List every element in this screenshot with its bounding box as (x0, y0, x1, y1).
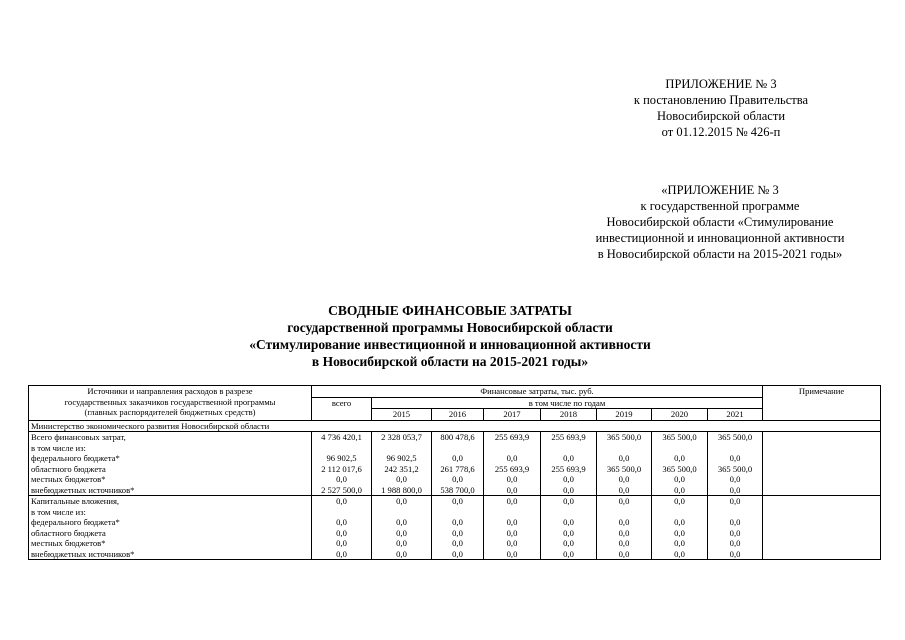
header-sources (29, 386, 312, 421)
cell-value: 0,0 (506, 527, 518, 538)
annex-line: Новосибирской области (656, 109, 786, 123)
row-label: федерального бюджета* (31, 517, 120, 527)
cell-value: 0,0 (506, 474, 518, 484)
cell-value: 4 736 420,1 (321, 432, 362, 442)
cell-value-empty (599, 507, 649, 518)
row-label: Капитальные вложения, (31, 496, 120, 506)
cell-value: 0,0 (506, 453, 518, 463)
cell-value: 0,0 (729, 517, 741, 527)
cell-value: 0,0 (674, 517, 685, 527)
cell-value: 0,0 (452, 496, 463, 506)
header-year: 2016 (432, 409, 484, 421)
cell-value: 0,0 (336, 474, 347, 484)
cell-value: 538 700,0 (440, 484, 475, 495)
cell-value: 0,0 (452, 517, 463, 527)
cell-value: 0,0 (563, 517, 574, 527)
cell-value: 0,0 (729, 484, 741, 495)
value-cell-2018 (541, 496, 597, 560)
cell-value-empty (710, 507, 760, 518)
cell-value: 255 693,9 (551, 463, 586, 474)
value-cell-2019 (597, 496, 652, 560)
cell-value-empty (654, 443, 705, 454)
cell-value: 0,0 (563, 548, 574, 559)
cell-value: 0,0 (674, 474, 685, 484)
cell-value: 0,0 (396, 548, 407, 559)
document-title (150, 302, 750, 370)
cell-value: 261 778,6 (440, 463, 475, 474)
cell-value: 0,0 (674, 453, 685, 463)
cell-value: 242 351,2 (384, 463, 419, 474)
cell-value: 365 500,0 (662, 432, 697, 442)
cell-value: 0,0 (396, 474, 407, 484)
cell-value-empty (599, 443, 649, 454)
cell-value: 96 902,5 (326, 453, 357, 463)
header-sources-line: государственных заказчиков государственной программы (64, 396, 276, 407)
cell-value: 96 902,5 (386, 453, 417, 463)
cell-value: 255 693,9 (494, 432, 530, 442)
row-label: федерального бюджета* (31, 453, 120, 463)
header-year: 2020 (652, 409, 708, 421)
cell-value-empty (543, 507, 594, 518)
row-label: внебюджетных источников* (31, 484, 135, 495)
header-total: всего (312, 397, 372, 420)
cell-value: 365 500,0 (717, 432, 753, 442)
cell-value: 0,0 (336, 517, 347, 527)
cell-value: 0,0 (618, 517, 630, 527)
cell-value: 365 500,0 (606, 432, 642, 442)
cell-value: 0,0 (618, 484, 630, 495)
cell-value: 0,0 (618, 496, 630, 506)
value-cell-total (312, 432, 372, 496)
cell-value: 0,0 (452, 453, 463, 463)
cell-value-empty (374, 443, 429, 454)
program-annex-line: Новосибирской области «Стимулирование (606, 215, 834, 229)
header-year: 2021 (708, 409, 763, 421)
cell-value-empty (434, 443, 481, 454)
cell-value: 0,0 (452, 538, 463, 548)
table-row-capital-investments (29, 496, 881, 560)
section-title: Министерство экономического развития Новосибирской области (29, 420, 881, 432)
value-cell-2021 (708, 432, 763, 496)
cell-value: 365 500,0 (717, 463, 753, 474)
annex-line: к постановлению Правительства (633, 93, 809, 107)
value-cell-2020 (652, 432, 708, 496)
cell-value: 0,0 (336, 496, 347, 506)
cell-value: 0,0 (336, 538, 347, 548)
cell-value: 0,0 (396, 496, 407, 506)
cell-value: 0,0 (452, 527, 463, 538)
cell-value: 0,0 (674, 548, 685, 559)
financial-costs-table (28, 385, 881, 560)
cell-value: 0,0 (618, 527, 630, 538)
cell-value: 0,0 (336, 548, 347, 559)
value-cell-2020 (652, 496, 708, 560)
cell-value: 0,0 (729, 496, 741, 506)
header-year: 2018 (541, 409, 597, 421)
row-label: местных бюджетов* (31, 538, 106, 548)
cell-value: 2 112 017,6 (321, 463, 362, 474)
header-sources-line: Источники и направления расходов в разрезе (87, 386, 253, 396)
cell-value-empty (486, 443, 538, 454)
value-cell-2016 (432, 496, 484, 560)
cell-value-empty (374, 507, 429, 518)
cell-value: 0,0 (618, 474, 630, 484)
cell-value: 0,0 (563, 527, 574, 538)
cell-value: 0,0 (674, 496, 685, 506)
title-line: СВОДНЫЕ ФИНАНСОВЫЕ ЗАТРАТЫ (328, 303, 572, 318)
cell-value: 0,0 (506, 548, 518, 559)
cell-value: 0,0 (674, 484, 685, 495)
value-cell-2016 (432, 432, 484, 496)
section-row (29, 420, 881, 432)
program-annex-line: «ПРИЛОЖЕНИЕ № 3 (661, 183, 779, 197)
annex-line: от 01.12.2015 № 426-п (661, 125, 781, 139)
header-note: Примечание (763, 386, 881, 421)
cell-value: 0,0 (336, 527, 347, 538)
row-label: областного бюджета (31, 527, 106, 538)
cell-value: 0,0 (618, 548, 630, 559)
cell-value: 0,0 (729, 548, 741, 559)
title-line: в Новосибирской области на 2015-2021 годы» (311, 354, 589, 369)
annex-header (596, 76, 846, 140)
program-annex-line: инвестиционной и инновационной активности (595, 231, 845, 245)
program-annex-header (560, 182, 880, 262)
cell-value: 0,0 (563, 484, 574, 495)
cell-value: 0,0 (729, 474, 741, 484)
header-sources-line: (главных распорядителей бюджетных средств) (84, 407, 256, 417)
note-cell (763, 432, 881, 496)
program-annex-line: к государственной программе (640, 199, 800, 213)
value-cell-total (312, 496, 372, 560)
row-label: в том числе из: (31, 506, 86, 517)
cell-value-empty (434, 507, 481, 518)
cell-value: 0,0 (452, 474, 463, 484)
header-year: 2019 (597, 409, 652, 421)
row-labels (29, 496, 312, 560)
note-cell (763, 496, 881, 560)
row-label: областного бюджета (31, 463, 106, 474)
cell-value-empty (654, 507, 705, 518)
cell-value: 0,0 (563, 538, 574, 548)
cell-value-empty (314, 443, 369, 454)
cell-value-empty (314, 507, 369, 518)
cell-value: 0,0 (729, 527, 741, 538)
header-costs: Финансовые затраты, тыс. руб. (312, 386, 763, 398)
cell-value: 0,0 (396, 527, 407, 538)
cell-value: 0,0 (563, 474, 574, 484)
cell-value: 2 328 053,7 (381, 432, 422, 442)
value-cell-2019 (597, 432, 652, 496)
cell-value: 255 693,9 (551, 432, 586, 442)
title-line: «Стимулирование инвестиционной и инновационной активности (249, 337, 651, 352)
cell-value-empty (543, 443, 594, 454)
title-line: государственной программы Новосибирской области (287, 320, 613, 335)
value-cell-2015 (372, 432, 432, 496)
cell-value: 800 478,6 (440, 432, 475, 442)
value-cell-2017 (484, 496, 541, 560)
cell-value: 255 693,9 (494, 463, 530, 474)
cell-value: 1 988 800,0 (381, 484, 422, 495)
cell-value: 0,0 (506, 484, 518, 495)
row-labels (29, 432, 312, 496)
table-row-total-costs (29, 432, 881, 496)
cell-value: 0,0 (506, 538, 518, 548)
cell-value: 0,0 (729, 538, 741, 548)
header-year: 2017 (484, 409, 541, 421)
cell-value: 0,0 (674, 538, 685, 548)
row-label: Всего финансовых затрат, (31, 432, 126, 442)
annex-line: ПРИЛОЖЕНИЕ № 3 (665, 77, 777, 91)
value-cell-2021 (708, 496, 763, 560)
cell-value: 0,0 (563, 453, 574, 463)
cell-value-empty (710, 443, 760, 454)
cell-value: 0,0 (396, 538, 407, 548)
cell-value: 0,0 (452, 548, 463, 559)
row-label: в том числе из: (31, 442, 86, 453)
header-by-year: в том числе по годам (372, 397, 763, 409)
cell-value: 365 500,0 (606, 463, 642, 474)
cell-value: 2 527 500,0 (321, 484, 362, 495)
cell-value: 365 500,0 (662, 463, 697, 474)
cell-value: 0,0 (729, 453, 741, 463)
cell-value: 0,0 (618, 538, 630, 548)
row-label: местных бюджетов* (31, 474, 106, 484)
header-year: 2015 (372, 409, 432, 421)
cell-value: 0,0 (506, 496, 518, 506)
value-cell-2017 (484, 432, 541, 496)
cell-value: 0,0 (396, 517, 407, 527)
cell-value: 0,0 (506, 517, 518, 527)
cell-value: 0,0 (674, 527, 685, 538)
cell-value: 0,0 (563, 496, 574, 506)
row-label: внебюджетных источников* (31, 548, 135, 559)
value-cell-2018 (541, 432, 597, 496)
cell-value: 0,0 (618, 453, 630, 463)
cell-value-empty (486, 507, 538, 518)
program-annex-line: в Новосибирской области на 2015-2021 годы» (597, 247, 843, 261)
value-cell-2015 (372, 496, 432, 560)
